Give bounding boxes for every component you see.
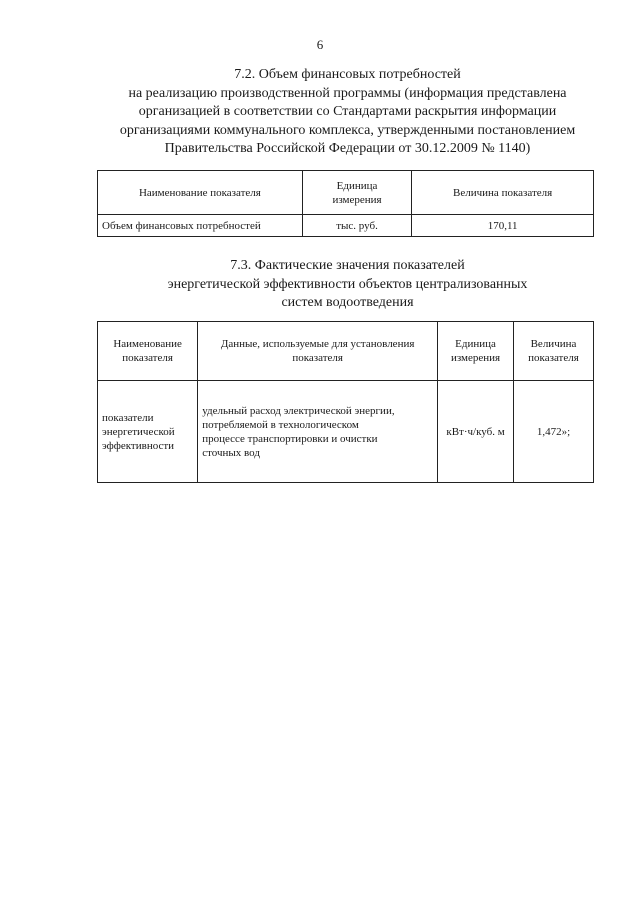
header-line: Величина [530, 338, 577, 350]
cell-line: процессе транспортировки и очистки [202, 432, 378, 445]
heading-line: систем водоотведения [281, 295, 414, 310]
header-line: измерения [450, 352, 501, 364]
section-7-2-heading [90, 66, 605, 159]
financial-needs-table [97, 170, 594, 237]
energy-efficiency-table [97, 321, 594, 483]
cell-unit: тыс. руб. [302, 215, 411, 237]
table-header-row [98, 171, 594, 215]
cell-line: удельный расход электрической энергии, [202, 404, 395, 417]
header-value [514, 322, 594, 381]
table-row [98, 381, 594, 483]
heading-line: Правительства Российской Федерации от 30.12.2009 № 1140) [164, 141, 531, 156]
header-unit [302, 171, 411, 215]
header-value: Величина показателя [412, 171, 594, 215]
header-line: показателя [292, 352, 343, 364]
header-line: Наименование [113, 338, 182, 350]
cell-line: сточных вод [202, 446, 260, 459]
page-number: 6 [316, 37, 324, 52]
section-7-3-heading [90, 257, 605, 313]
header-line: показателя [122, 352, 173, 364]
cell-indicator-name: Объем финансовых потребностей [98, 215, 303, 237]
header-line: показателя [528, 352, 579, 364]
header-unit [438, 322, 514, 381]
cell-indicator-name [98, 381, 198, 483]
header-indicator-name: Наименование показателя [98, 171, 303, 215]
heading-line: организациями коммунального комплекса, утвержденными постановлением [119, 122, 576, 138]
heading-line: организацией в соответствии со Стандартами раскрытия информации [138, 104, 557, 119]
heading-line: на реализацию производственной программы (информация представлена [128, 85, 567, 101]
cell-unit: кВт·ч/куб. м [438, 381, 514, 483]
header-indicator-name [98, 322, 198, 381]
header-line: Данные, используемые для установления [220, 338, 415, 350]
header-data-used [198, 322, 438, 381]
table-row [98, 215, 594, 237]
header-unit-line: Единица [336, 179, 378, 192]
cell-line: энергетической [102, 425, 175, 438]
header-unit-line: измерения [332, 193, 382, 206]
heading-line: 7.2. Объем финансовых потребностей [234, 67, 461, 82]
heading-line: 7.3. Фактические значения показателей [230, 258, 465, 273]
cell-data-used [198, 381, 438, 483]
cell-line: показатели [102, 411, 154, 424]
heading-line: энергетической эффективности объектов централизованных [167, 276, 528, 292]
cell-line: потребляемой в технологическом [202, 418, 359, 431]
header-line: Единица [455, 338, 496, 350]
table-header-row [98, 322, 594, 381]
cell-value: 170,11 [412, 215, 594, 237]
cell-line: эффективности [102, 439, 175, 452]
cell-value: 1,472»; [514, 381, 594, 483]
